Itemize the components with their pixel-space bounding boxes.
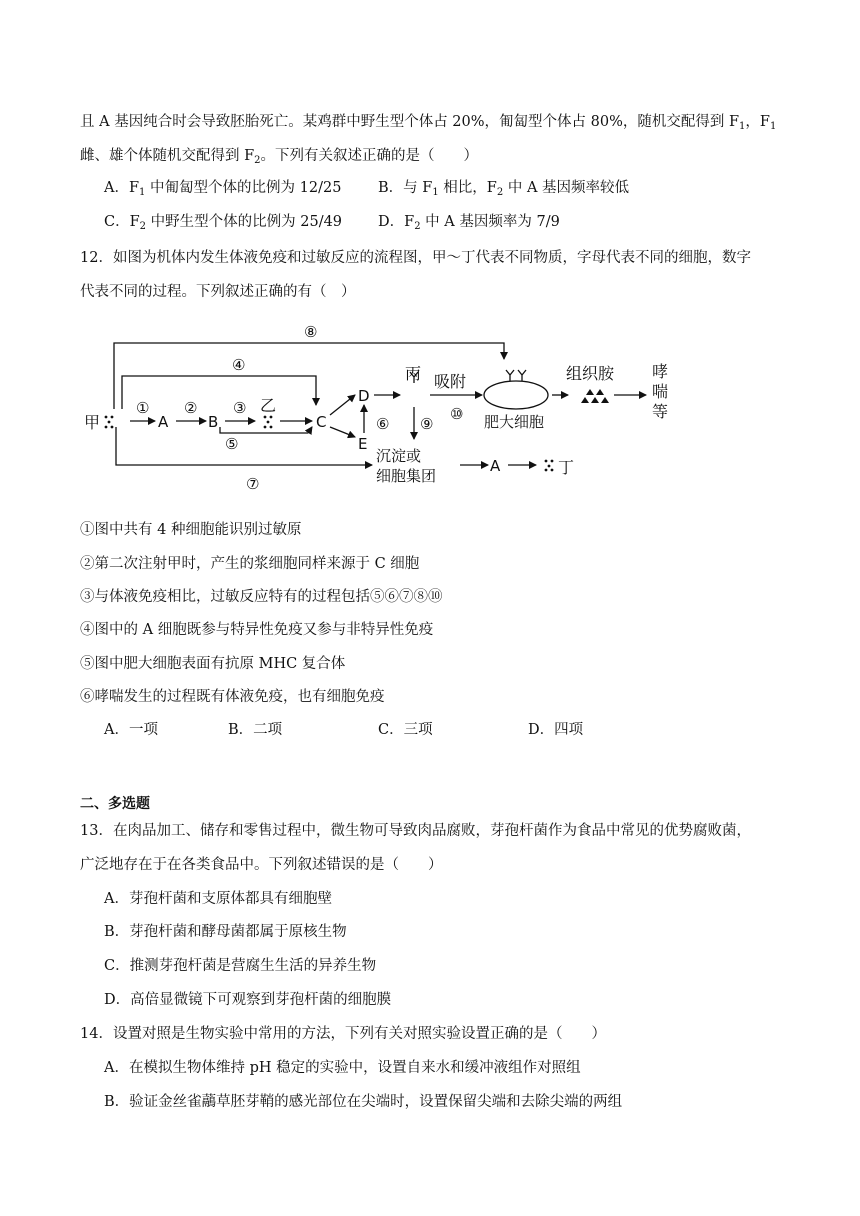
label-xifu: 吸附: [434, 372, 467, 391]
q12-option-d: D．四项: [528, 722, 584, 738]
label-fei: 肥大细胞: [484, 413, 545, 431]
label-b: B: [208, 413, 219, 431]
num-9: ⑨: [420, 415, 434, 433]
q11-option-c: C．$F_2$ 中野生型个体的比例为 25/49: [104, 214, 343, 232]
q12-statement-1: ①图中共有 4 种细胞能识别过敏原: [80, 522, 302, 538]
num-1: ①: [136, 399, 150, 417]
num-5: ⑤: [225, 435, 239, 453]
label-d: D: [358, 387, 370, 405]
mast-cell: [484, 381, 548, 409]
num-4: ④: [232, 356, 246, 374]
q11-option-d: D．$F_2$ 中 A 基因频率为 7/9: [378, 214, 560, 232]
immune-flow-diagram: [80, 315, 680, 495]
q12-option-b: B．二项: [228, 722, 283, 738]
q12-line-1: 12．如图为机体内发生体液免疫和过敏反应的流程图，甲～丁代表不同物质，字母代表不同的细胞，数字: [80, 250, 751, 266]
label-xiao3: 等: [652, 402, 669, 421]
label-e: E: [358, 435, 368, 453]
q11-option-b: B．与 $F_1$ 相比，$F_2$ 中 A 基因频率较低: [378, 180, 630, 198]
arrow-c-d: [330, 395, 355, 415]
q12-option-a: A．一项: [104, 722, 158, 738]
num-2: ②: [184, 399, 198, 417]
label-bing: 丙: [405, 364, 422, 383]
q12-line-2: 代表不同的过程。下列叙述正确的有（ ）: [80, 284, 356, 300]
label-xiao2: 喘: [652, 382, 669, 401]
ding-dots: [545, 460, 554, 472]
q12-option-c: C．三项: [378, 722, 433, 738]
q14-option-a: A．在模拟生物体维持 pH 稳定的实验中，设置自来水和缓冲液组作对照组: [104, 1060, 581, 1076]
receptor: [518, 370, 526, 381]
q14-option-b: B．验证金丝雀虉草胚芽鞘的感光部位在尖端时，设置保留尖端和去除尖端的两组: [104, 1094, 623, 1110]
q12-statement-5: ⑤图中肥大细胞表面有抗原 MHC 复合体: [80, 656, 346, 672]
q13-option-c: C．推测芽孢杆菌是营腐生生活的异养生物: [104, 958, 377, 974]
label-a2: A: [490, 457, 501, 475]
q13-option-d: D．高倍显微镜下可观察到芽孢杆菌的细胞膜: [104, 992, 392, 1008]
q13-option-b: B．芽孢杆菌和酵母菌都属于原核生物: [104, 924, 347, 940]
q12-statement-4: ④图中的 A 细胞既参与特异性免疫又参与非特异性免疫: [80, 622, 434, 638]
q12-statement-6: ⑥哮喘发生的过程既有体液免疫，也有细胞免疫: [80, 689, 385, 705]
label-a: A: [158, 413, 169, 431]
num-10: ⑩: [450, 405, 464, 423]
label-jia: 甲: [84, 413, 101, 432]
label-xiao1: 哮: [652, 362, 669, 381]
arrow-c-e: [330, 427, 355, 437]
num-7: ⑦: [246, 475, 260, 493]
label-yi: 乙: [260, 396, 277, 415]
num-6: ⑥: [376, 415, 390, 433]
histamine-icon: [581, 389, 609, 403]
q14-line-1: 14．设置对照是生物实验中常用的方法，下列有关对照实验设置正确的是（ ）: [80, 1026, 606, 1042]
label-ding: 丁: [558, 458, 575, 477]
num-8: ⑧: [304, 323, 318, 341]
q11-option-a: A．$F_1$ 中匍匐型个体的比例为 12/25: [104, 180, 342, 198]
path-4: [122, 376, 316, 409]
q13-line-1: 13．在肉品加工、储存和零售过程中，微生物可导致肉品腐败，芽孢杆菌作为食品中常见的优势腐败菌，: [80, 823, 751, 839]
label-chen1: 沉淀或: [376, 447, 422, 465]
q12-statement-2: ②第二次注射甲时，产生的浆细胞同样来源于 C 细胞: [80, 556, 420, 572]
q13-option-a: A．芽孢杆菌和支原体都具有细胞壁: [104, 891, 332, 907]
q11-line-1: 且 A 基因纯合时会导致胚胎死亡。某鸡群中野生型个体占 20%，匍匐型个体占 80%，随机交配得到 $F_1$，$F_1$: [80, 114, 777, 132]
label-chen2: 细胞集团: [376, 467, 437, 485]
num-3: ③: [233, 399, 247, 417]
q12-statement-3: ③与体液免疫相比，过敏反应特有的过程包括⑤⑥⑦⑧⑩: [80, 589, 443, 605]
section-heading: 二、多选题: [80, 796, 150, 812]
receptor: [506, 370, 514, 381]
yi-dots: [264, 416, 273, 429]
antigen-dots: [105, 416, 114, 429]
label-c: C: [316, 413, 327, 431]
q11-line-2: 雌、雄个体随机交配得到 $F_2$。下列有关叙述正确的是（ ）: [80, 148, 479, 166]
label-zuzhi: 组织胺: [566, 364, 615, 383]
q13-line-2: 广泛地存在于在各类食品中。下列叙述错误的是（ ）: [80, 857, 443, 873]
